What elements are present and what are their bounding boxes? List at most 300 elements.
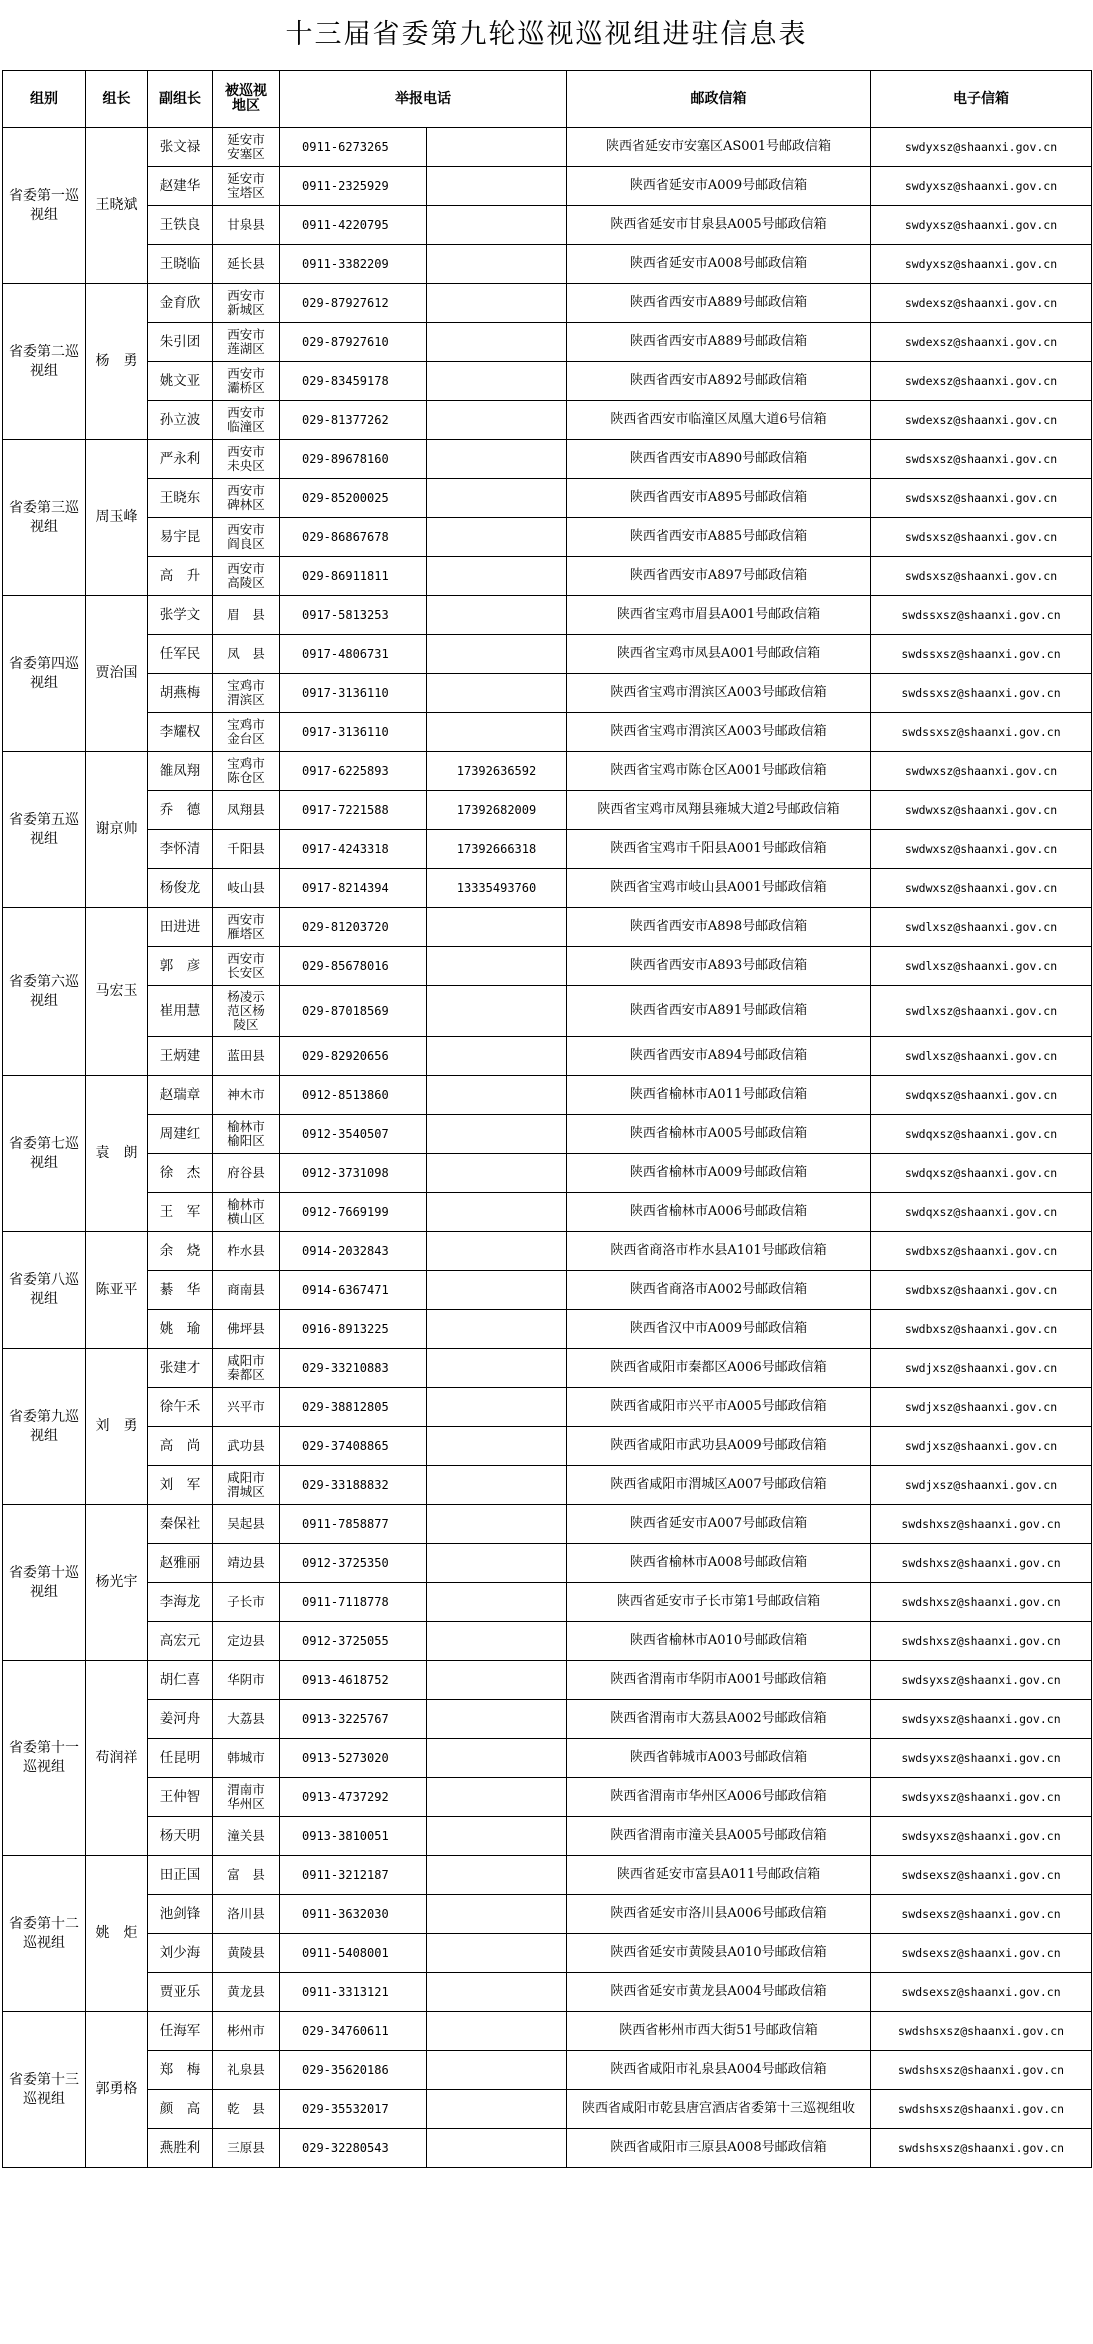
postal-cell: 陕西省渭南市潼关县A005号邮政信箱 [567,1817,871,1856]
phone-cell: 029-85200025 [280,479,427,518]
deputy-cell: 李海龙 [148,1583,213,1622]
email-cell: swdssxsz@shaanxi.gov.cn [871,674,1092,713]
postal-cell: 陕西省延安市黄陵县A010号邮政信箱 [567,1934,871,1973]
table-row [3,1817,1092,1856]
phone-cell: 029-35532017 [280,2090,427,2129]
phone-cell: 0917-4806731 [280,635,427,674]
mobile-cell: 17392682009 [427,791,567,830]
phone-cell: 0911-4220795 [280,206,427,245]
deputy-cell: 李耀权 [148,713,213,752]
mobile-cell [427,2129,567,2168]
group-name-cell: 省委第四巡视组 [3,596,86,752]
mobile-cell [427,1778,567,1817]
email-cell: swdlxsz@shaanxi.gov.cn [871,947,1092,986]
region-cell: 兴平市 [213,1388,280,1427]
postal-cell: 陕西省咸阳市秦都区A006号邮政信箱 [567,1349,871,1388]
postal-cell: 陕西省西安市A898号邮政信箱 [567,908,871,947]
postal-cell: 陕西省韩城市A003号邮政信箱 [567,1739,871,1778]
mobile-cell [427,245,567,284]
postal-cell: 陕西省咸阳市乾县唐宫酒店省委第十三巡视组收 [567,2090,871,2129]
region-cell: 延安市宝塔区 [213,167,280,206]
phone-cell: 0911-6273265 [280,128,427,167]
region-cell: 神木市 [213,1076,280,1115]
phone-cell: 0913-3810051 [280,1817,427,1856]
table-row [3,1076,1092,1115]
region-cell: 西安市高陵区 [213,557,280,596]
deputy-cell: 姚文亚 [148,362,213,401]
table-row [3,2051,1092,2090]
phone-cell: 0912-8513860 [280,1076,427,1115]
email-cell: swdshxsz@shaanxi.gov.cn [871,1622,1092,1661]
email-cell: swdwxsz@shaanxi.gov.cn [871,869,1092,908]
mobile-cell [427,1583,567,1622]
phone-cell: 0917-3136110 [280,713,427,752]
deputy-cell: 赵建华 [148,167,213,206]
table-row [3,752,1092,791]
postal-cell: 陕西省延安市A009号邮政信箱 [567,167,871,206]
email-cell: swdsexsz@shaanxi.gov.cn [871,1856,1092,1895]
deputy-cell: 高宏元 [148,1622,213,1661]
postal-cell: 陕西省宝鸡市岐山县A001号邮政信箱 [567,869,871,908]
postal-cell: 陕西省咸阳市礼泉县A004号邮政信箱 [567,2051,871,2090]
email-cell: swdssxsz@shaanxi.gov.cn [871,713,1092,752]
deputy-cell: 杨俊龙 [148,869,213,908]
region-cell: 西安市阎良区 [213,518,280,557]
mobile-cell [427,1427,567,1466]
email-cell: swdjxsz@shaanxi.gov.cn [871,1466,1092,1505]
postal-cell: 陕西省咸阳市兴平市A005号邮政信箱 [567,1388,871,1427]
region-cell: 眉 县 [213,596,280,635]
table-row [3,635,1092,674]
postal-cell: 陕西省延安市黄龙县A004号邮政信箱 [567,1973,871,2012]
mobile-cell [427,1232,567,1271]
phone-cell: 0913-3225767 [280,1700,427,1739]
table-row [3,830,1092,869]
postal-cell: 陕西省咸阳市渭城区A007号邮政信箱 [567,1466,871,1505]
mobile-cell [427,1973,567,2012]
phone-cell: 0911-3212187 [280,1856,427,1895]
leader-cell: 贾治国 [86,596,148,752]
email-cell: swdshxsz@shaanxi.gov.cn [871,1505,1092,1544]
postal-cell: 陕西省宝鸡市凤翔县雍城大道2号邮政信箱 [567,791,871,830]
deputy-cell: 贾亚乐 [148,1973,213,2012]
leader-cell: 周玉峰 [86,440,148,596]
email-cell: swdbxsz@shaanxi.gov.cn [871,1310,1092,1349]
deputy-cell: 金育欣 [148,284,213,323]
deputy-cell: 王铁良 [148,206,213,245]
mobile-cell [427,2051,567,2090]
postal-cell: 陕西省西安市A892号邮政信箱 [567,362,871,401]
region-cell: 佛坪县 [213,1310,280,1349]
postal-cell: 陕西省西安市A890号邮政信箱 [567,440,871,479]
postal-cell: 陕西省西安市A895号邮政信箱 [567,479,871,518]
table-row [3,986,1092,1037]
postal-cell: 陕西省榆林市A010号邮政信箱 [567,1622,871,1661]
region-cell: 潼关县 [213,1817,280,1856]
table-row [3,1622,1092,1661]
phone-cell: 029-38812805 [280,1388,427,1427]
postal-cell: 陕西省咸阳市武功县A009号邮政信箱 [567,1427,871,1466]
phone-cell: 0913-4618752 [280,1661,427,1700]
region-cell: 蓝田县 [213,1037,280,1076]
region-cell: 子长市 [213,1583,280,1622]
postal-cell: 陕西省宝鸡市渭滨区A003号邮政信箱 [567,674,871,713]
postal-cell: 陕西省榆林市A005号邮政信箱 [567,1115,871,1154]
region-cell: 西安市莲湖区 [213,323,280,362]
mobile-cell [427,1349,567,1388]
email-cell: swdlxsz@shaanxi.gov.cn [871,986,1092,1037]
email-cell: swdyxsz@shaanxi.gov.cn [871,245,1092,284]
mobile-cell [427,167,567,206]
region-cell: 府谷县 [213,1154,280,1193]
table-row [3,1193,1092,1232]
mobile-cell [427,1076,567,1115]
email-cell: swdsxsz@shaanxi.gov.cn [871,518,1092,557]
region-cell: 西安市雁塔区 [213,908,280,947]
postal-cell: 陕西省宝鸡市凤县A001号邮政信箱 [567,635,871,674]
region-cell: 咸阳市渭城区 [213,1466,280,1505]
table-row [3,2090,1092,2129]
table-row [3,1427,1092,1466]
deputy-cell: 雒凤翔 [148,752,213,791]
mobile-cell [427,1544,567,1583]
email-cell: swdsexsz@shaanxi.gov.cn [871,1934,1092,1973]
deputy-cell: 田正国 [148,1856,213,1895]
postal-cell: 陕西省延安市A008号邮政信箱 [567,245,871,284]
table-row [3,1934,1092,1973]
phone-cell: 0917-7221588 [280,791,427,830]
postal-cell: 陕西省西安市A897号邮政信箱 [567,557,871,596]
email-cell: swdshxsz@shaanxi.gov.cn [871,1544,1092,1583]
deputy-cell: 刘 军 [148,1466,213,1505]
leader-cell: 陈亚平 [86,1232,148,1349]
deputy-cell: 孙立波 [148,401,213,440]
deputy-cell: 杨天明 [148,1817,213,1856]
table-row [3,1544,1092,1583]
phone-cell: 0911-7858877 [280,1505,427,1544]
mobile-cell [427,713,567,752]
region-cell: 武功县 [213,1427,280,1466]
deputy-cell: 周建红 [148,1115,213,1154]
region-cell: 宝鸡市金台区 [213,713,280,752]
phone-cell: 029-86911811 [280,557,427,596]
phone-cell: 029-87018569 [280,986,427,1037]
phone-cell: 0912-7669199 [280,1193,427,1232]
phone-cell: 0916-8913225 [280,1310,427,1349]
deputy-cell: 徐 杰 [148,1154,213,1193]
postal-cell: 陕西省延安市洛川县A006号邮政信箱 [567,1895,871,1934]
group-name-cell: 省委第十一巡视组 [3,1661,86,1856]
table-row [3,1583,1092,1622]
deputy-cell: 郭 彦 [148,947,213,986]
leader-cell: 谢京帅 [86,752,148,908]
postal-cell: 陕西省渭南市大荔县A002号邮政信箱 [567,1700,871,1739]
mobile-cell [427,1700,567,1739]
table-row [3,401,1092,440]
phone-cell: 029-33188832 [280,1466,427,1505]
table-row [3,1466,1092,1505]
mobile-cell [427,1934,567,1973]
region-cell: 西安市未央区 [213,440,280,479]
mobile-cell [427,947,567,986]
deputy-cell: 任海军 [148,2012,213,2051]
email-cell: swdqxsz@shaanxi.gov.cn [871,1115,1092,1154]
phone-cell: 029-89678160 [280,440,427,479]
deputy-cell: 崔用慧 [148,986,213,1037]
leader-cell: 苟润祥 [86,1661,148,1856]
region-cell: 岐山县 [213,869,280,908]
postal-cell: 陕西省渭南市华州区A006号邮政信箱 [567,1778,871,1817]
phone-cell: 029-32280543 [280,2129,427,2168]
email-cell: swdwxsz@shaanxi.gov.cn [871,830,1092,869]
mobile-cell: 17392636592 [427,752,567,791]
mobile-cell [427,674,567,713]
email-cell: swdsyxsz@shaanxi.gov.cn [871,1739,1092,1778]
email-cell: swdexsz@shaanxi.gov.cn [871,284,1092,323]
table-row [3,869,1092,908]
postal-cell: 陕西省西安市A889号邮政信箱 [567,284,871,323]
mobile-cell [427,362,567,401]
email-cell: swdjxsz@shaanxi.gov.cn [871,1427,1092,1466]
deputy-cell: 赵雅丽 [148,1544,213,1583]
mobile-cell [427,1037,567,1076]
phone-cell: 0917-5813253 [280,596,427,635]
group-name-cell: 省委第三巡视组 [3,440,86,596]
mobile-cell [427,1310,567,1349]
group-name-cell: 省委第十巡视组 [3,1505,86,1661]
mobile-cell [427,401,567,440]
deputy-cell: 姚 瑜 [148,1310,213,1349]
region-cell: 榆林市横山区 [213,1193,280,1232]
deputy-cell: 王晓东 [148,479,213,518]
mobile-cell [427,1271,567,1310]
region-cell: 柞水县 [213,1232,280,1271]
deputy-cell: 李怀清 [148,830,213,869]
leader-cell: 杨光宇 [86,1505,148,1661]
region-cell: 定边县 [213,1622,280,1661]
table-row [3,1700,1092,1739]
region-cell: 大荔县 [213,1700,280,1739]
table-row [3,1349,1092,1388]
email-cell: swdshsxsz@shaanxi.gov.cn [871,2129,1092,2168]
phone-cell: 029-81377262 [280,401,427,440]
group-name-cell: 省委第十三巡视组 [3,2012,86,2168]
region-cell: 延安市安塞区 [213,128,280,167]
region-cell: 西安市碑林区 [213,479,280,518]
email-cell: swdsyxsz@shaanxi.gov.cn [871,1817,1092,1856]
region-cell: 延长县 [213,245,280,284]
email-cell: swdlxsz@shaanxi.gov.cn [871,1037,1092,1076]
table-row [3,284,1092,323]
deputy-cell: 池剑锋 [148,1895,213,1934]
postal-cell: 陕西省咸阳市三原县A008号邮政信箱 [567,2129,871,2168]
email-cell: swdjxsz@shaanxi.gov.cn [871,1349,1092,1388]
header-deputy: 副组长 [148,71,213,128]
region-cell: 华阴市 [213,1661,280,1700]
email-cell: swdyxsz@shaanxi.gov.cn [871,206,1092,245]
postal-cell: 陕西省延安市子长市第1号邮政信箱 [567,1583,871,1622]
leader-cell: 郭勇格 [86,2012,148,2168]
deputy-cell: 姜河舟 [148,1700,213,1739]
region-cell: 榆林市榆阳区 [213,1115,280,1154]
header-phone: 举报电话 [280,71,567,128]
region-cell: 杨凌示范区杨陵区 [213,986,280,1037]
region-cell: 吴起县 [213,1505,280,1544]
leader-cell: 王晓斌 [86,128,148,284]
phone-cell: 0912-3540507 [280,1115,427,1154]
sheet-title: 十三届省委第九轮巡视巡视组进驻信息表 [285,19,808,50]
phone-cell: 0914-2032843 [280,1232,427,1271]
deputy-cell: 张建才 [148,1349,213,1388]
group-name-cell: 省委第一巡视组 [3,128,86,284]
leader-cell: 马宏玉 [86,908,148,1076]
phone-cell: 029-87927612 [280,284,427,323]
table-row [3,1115,1092,1154]
table-row [3,128,1092,167]
postal-cell: 陕西省商洛市A002号邮政信箱 [567,1271,871,1310]
phone-cell: 029-37408865 [280,1427,427,1466]
header-group: 组别 [3,71,86,128]
table-row [3,362,1092,401]
mobile-cell: 13335493760 [427,869,567,908]
table-row [3,245,1092,284]
table-row [3,1895,1092,1934]
deputy-cell: 乔 德 [148,791,213,830]
postal-cell: 陕西省榆林市A008号邮政信箱 [567,1544,871,1583]
deputy-cell: 张文禄 [148,128,213,167]
deputy-cell: 任昆明 [148,1739,213,1778]
region-cell: 靖边县 [213,1544,280,1583]
deputy-cell: 任军民 [148,635,213,674]
mobile-cell [427,1622,567,1661]
phone-cell: 029-33210883 [280,1349,427,1388]
email-cell: swdsyxsz@shaanxi.gov.cn [871,1778,1092,1817]
email-cell: swdshsxsz@shaanxi.gov.cn [871,2012,1092,2051]
phone-cell: 0911-5408001 [280,1934,427,1973]
group-name-cell: 省委第七巡视组 [3,1076,86,1232]
phone-cell: 0917-8214394 [280,869,427,908]
region-cell: 商南县 [213,1271,280,1310]
phone-cell: 0913-5273020 [280,1739,427,1778]
email-cell: swdssxsz@shaanxi.gov.cn [871,596,1092,635]
mobile-cell [427,128,567,167]
postal-cell: 陕西省彬州市西大街51号邮政信箱 [567,2012,871,2051]
table-row [3,947,1092,986]
email-cell: swdshsxsz@shaanxi.gov.cn [871,2090,1092,2129]
table-row [3,1232,1092,1271]
deputy-cell: 赵瑞章 [148,1076,213,1115]
group-name-cell: 省委第五巡视组 [3,752,86,908]
mobile-cell [427,1154,567,1193]
mobile-cell [427,1466,567,1505]
postal-cell: 陕西省宝鸡市渭滨区A003号邮政信箱 [567,713,871,752]
mobile-cell [427,1817,567,1856]
table-body [3,128,1092,2168]
deputy-cell: 徐午禾 [148,1388,213,1427]
deputy-cell: 郑 梅 [148,2051,213,2090]
email-cell: swdwxsz@shaanxi.gov.cn [871,752,1092,791]
leader-cell: 杨 勇 [86,284,148,440]
email-cell: swdssxsz@shaanxi.gov.cn [871,635,1092,674]
table-row [3,1973,1092,2012]
email-cell: swdqxsz@shaanxi.gov.cn [871,1076,1092,1115]
header-email: 电子信箱 [871,71,1092,128]
mobile-cell [427,908,567,947]
region-cell: 黄龙县 [213,1973,280,2012]
postal-cell: 陕西省西安市A894号邮政信箱 [567,1037,871,1076]
email-cell: swdsxsz@shaanxi.gov.cn [871,557,1092,596]
mobile-cell [427,1856,567,1895]
table-row [3,206,1092,245]
table-row [3,2129,1092,2168]
deputy-cell: 秦保社 [148,1505,213,1544]
table-row [3,557,1092,596]
region-cell: 千阳县 [213,830,280,869]
phone-cell: 029-35620186 [280,2051,427,2090]
email-cell: swdlxsz@shaanxi.gov.cn [871,908,1092,947]
phone-cell: 0912-3725055 [280,1622,427,1661]
deputy-cell: 王 军 [148,1193,213,1232]
table-row [3,518,1092,557]
region-cell: 凤 县 [213,635,280,674]
region-cell: 黄陵县 [213,1934,280,1973]
phone-cell: 0912-3725350 [280,1544,427,1583]
region-cell: 渭南市华州区 [213,1778,280,1817]
email-cell: swdexsz@shaanxi.gov.cn [871,362,1092,401]
phone-cell: 029-83459178 [280,362,427,401]
deputy-cell: 高 尚 [148,1427,213,1466]
email-cell: swdexsz@shaanxi.gov.cn [871,401,1092,440]
email-cell: swdjxsz@shaanxi.gov.cn [871,1388,1092,1427]
region-cell: 韩城市 [213,1739,280,1778]
mobile-cell [427,1505,567,1544]
table-row [3,1271,1092,1310]
table-row [3,1154,1092,1193]
group-name-cell: 省委第八巡视组 [3,1232,86,1349]
phone-cell: 0911-2325929 [280,167,427,206]
deputy-cell: 易宇昆 [148,518,213,557]
email-cell: swdexsz@shaanxi.gov.cn [871,323,1092,362]
table-row [3,1778,1092,1817]
region-cell: 西安市临潼区 [213,401,280,440]
header-row [3,71,1092,128]
table-row [3,1388,1092,1427]
table-row [3,674,1092,713]
group-name-cell: 省委第六巡视组 [3,908,86,1076]
table-row [3,1505,1092,1544]
info-table [2,70,1092,2168]
phone-cell: 0914-6367471 [280,1271,427,1310]
region-cell: 洛川县 [213,1895,280,1934]
postal-cell: 陕西省宝鸡市陈仓区A001号邮政信箱 [567,752,871,791]
mobile-cell [427,206,567,245]
deputy-cell: 张学文 [148,596,213,635]
mobile-cell [427,986,567,1037]
email-cell: swdsexsz@shaanxi.gov.cn [871,1895,1092,1934]
phone-cell: 0917-6225893 [280,752,427,791]
leader-cell: 刘 勇 [86,1349,148,1505]
region-cell: 西安市灞桥区 [213,362,280,401]
postal-cell: 陕西省西安市临潼区凤凰大道6号信箱 [567,401,871,440]
postal-cell: 陕西省西安市A891号邮政信箱 [567,986,871,1037]
phone-cell: 029-86867678 [280,518,427,557]
deputy-cell: 高 升 [148,557,213,596]
table-row [3,167,1092,206]
email-cell: swdsexsz@shaanxi.gov.cn [871,1973,1092,2012]
postal-cell: 陕西省西安市A885号邮政信箱 [567,518,871,557]
mobile-cell [427,1193,567,1232]
phone-cell: 0911-7118778 [280,1583,427,1622]
